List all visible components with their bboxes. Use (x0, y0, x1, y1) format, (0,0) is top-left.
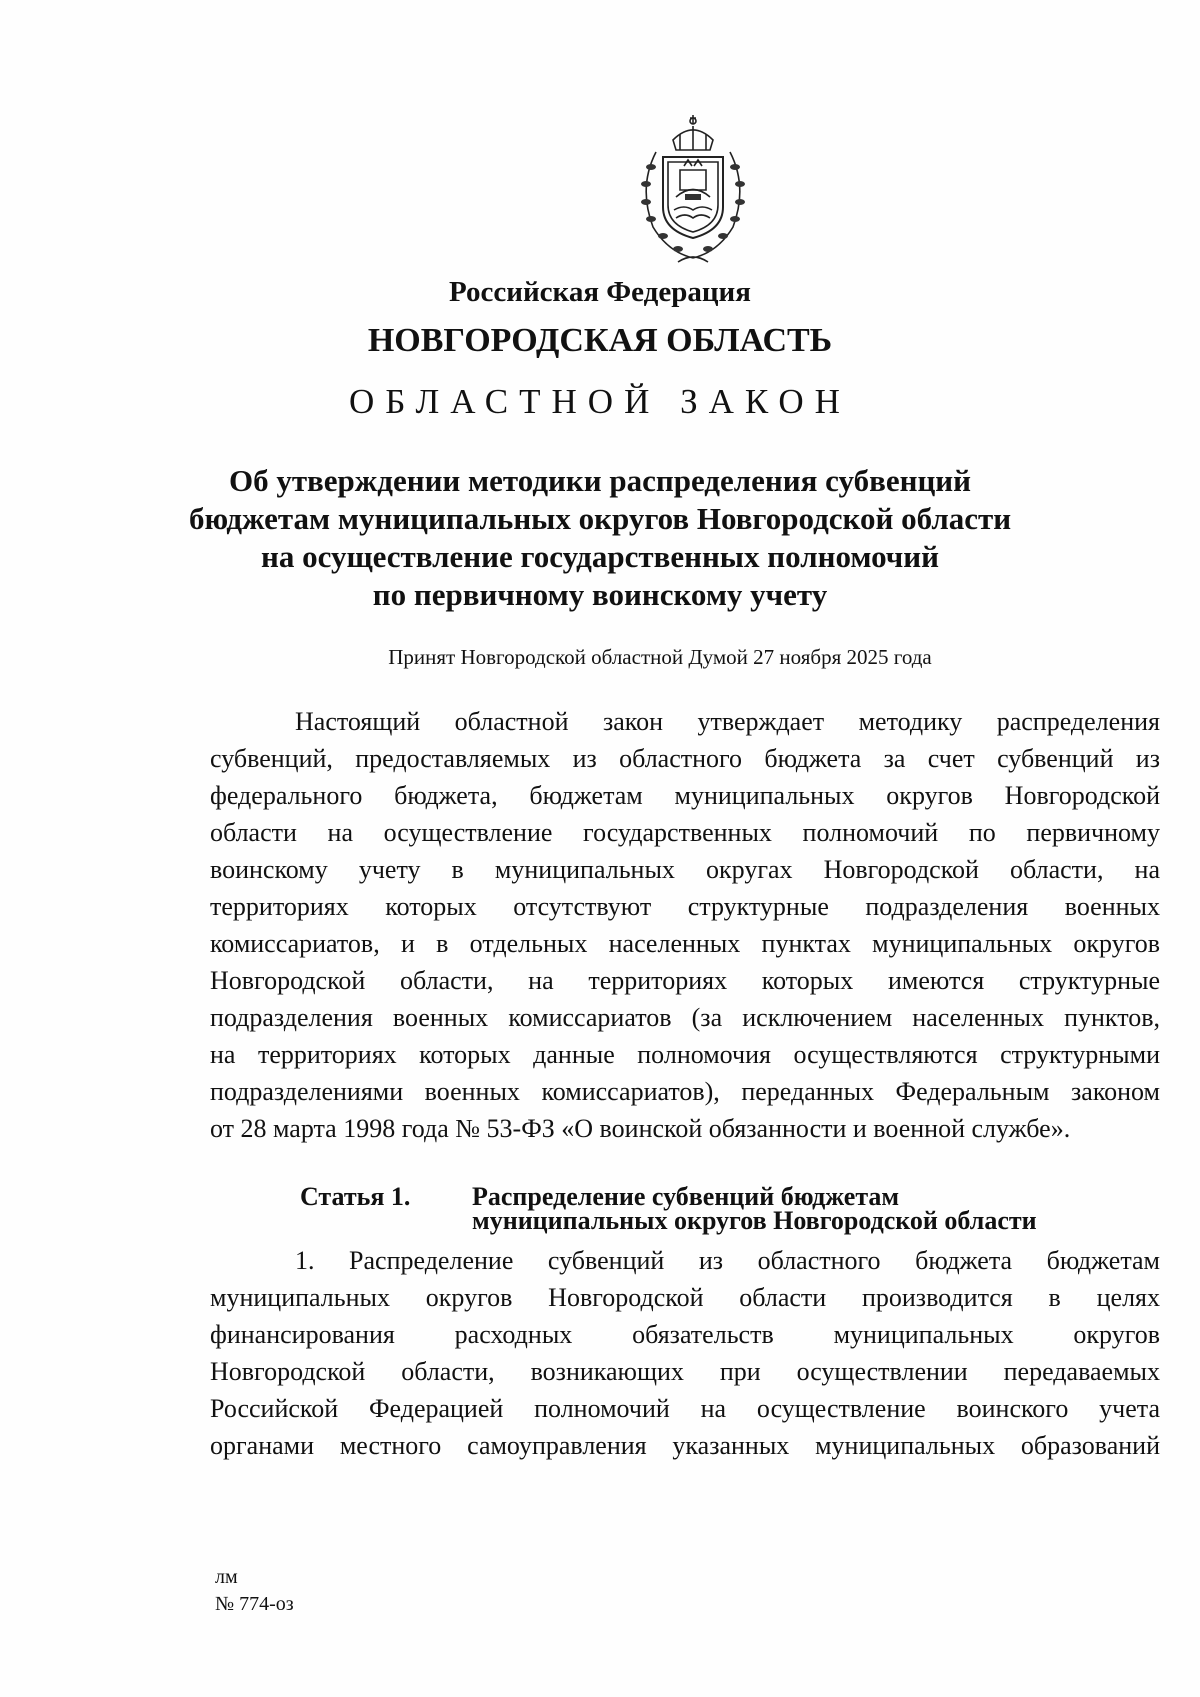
text-line: комиссариатов, и в отдельных населенных пунктах муниципальных округов (210, 929, 1160, 958)
text-line: муниципальных округов Новгородской области производится в целях (210, 1283, 1160, 1312)
text-line: Российской Федерацией полномочий на осуществление воинского учета (210, 1394, 1160, 1423)
adoption-note: Принят Новгородской областной Думой 27 ноября 2025 года (388, 645, 932, 669)
text-line: области на осуществление государственных полномочий по первичному (210, 818, 1160, 847)
text-line: территориях которых отсутствуют структурные подразделения военных (210, 892, 1160, 921)
text-line: финансирования расходных обязательств муниципальных округов (210, 1320, 1160, 1349)
text-line: 1. Распределение субвенций из областного бюджета бюджетам (295, 1246, 1160, 1275)
text-line: подразделения военных комиссариатов (за исключением населенных пунктов, (210, 1003, 1160, 1032)
title-line: Об утверждении методики распределения субвенций (228, 463, 972, 498)
text-line: федерального бюджета, бюджетам муниципальных округов Новгородской (210, 781, 1160, 810)
article-number: Статья 1. (300, 1182, 411, 1211)
text-line: подразделениями военных комиссариатов), переданных Федеральным законом (210, 1077, 1160, 1106)
text-line: на территориях которых данные полномочия осуществляются структурными (210, 1040, 1160, 1069)
article-title-line: Распределение субвенций бюджетам (472, 1182, 900, 1211)
text-line: Новгородской области, возникающих при осуществлении передаваемых (210, 1357, 1160, 1386)
article-title (472, 1182, 1037, 1235)
document-footer (215, 1564, 294, 1618)
preamble (210, 703, 1160, 1147)
title-line: бюджетам муниципальных округов Новгородской области (188, 501, 1012, 536)
text-line: воинскому учету в муниципальных округах Новгородской области, на (210, 855, 1160, 884)
text-line: субвенций, предоставляемых из областного бюджета за счет субвенций из (210, 744, 1160, 773)
coat-of-arms-icon (618, 112, 768, 267)
title-line: по первичному воинскому учету (372, 577, 828, 612)
executor-initials: лм (215, 1566, 238, 1588)
law-title (0, 462, 1200, 614)
text-line: от 28 марта 1998 года № 53-ФЗ «О воинской обязанности и военной службе». (210, 1114, 1071, 1143)
text-line: Новгородской области, на территориях которых имеются структурные (210, 966, 1160, 995)
country-name: Российская Федерация (449, 276, 751, 308)
region-name: НОВГОРОДСКАЯ ОБЛАСТЬ (367, 322, 833, 359)
text-line: органами местного самоуправления указанных муниципальных образований (210, 1431, 1160, 1460)
article-1-paragraph (210, 1242, 1160, 1464)
law-number: № 774-оз (215, 1593, 294, 1615)
title-line: на осуществление государственных полномочий (261, 539, 939, 574)
law-type: ОБЛАСТНОЙ ЗАКОН (349, 382, 851, 421)
text-line: Настоящий областной закон утверждает методику распределения (295, 707, 1160, 736)
article-title-line: муниципальных округов Новгородской области (472, 1206, 1037, 1235)
